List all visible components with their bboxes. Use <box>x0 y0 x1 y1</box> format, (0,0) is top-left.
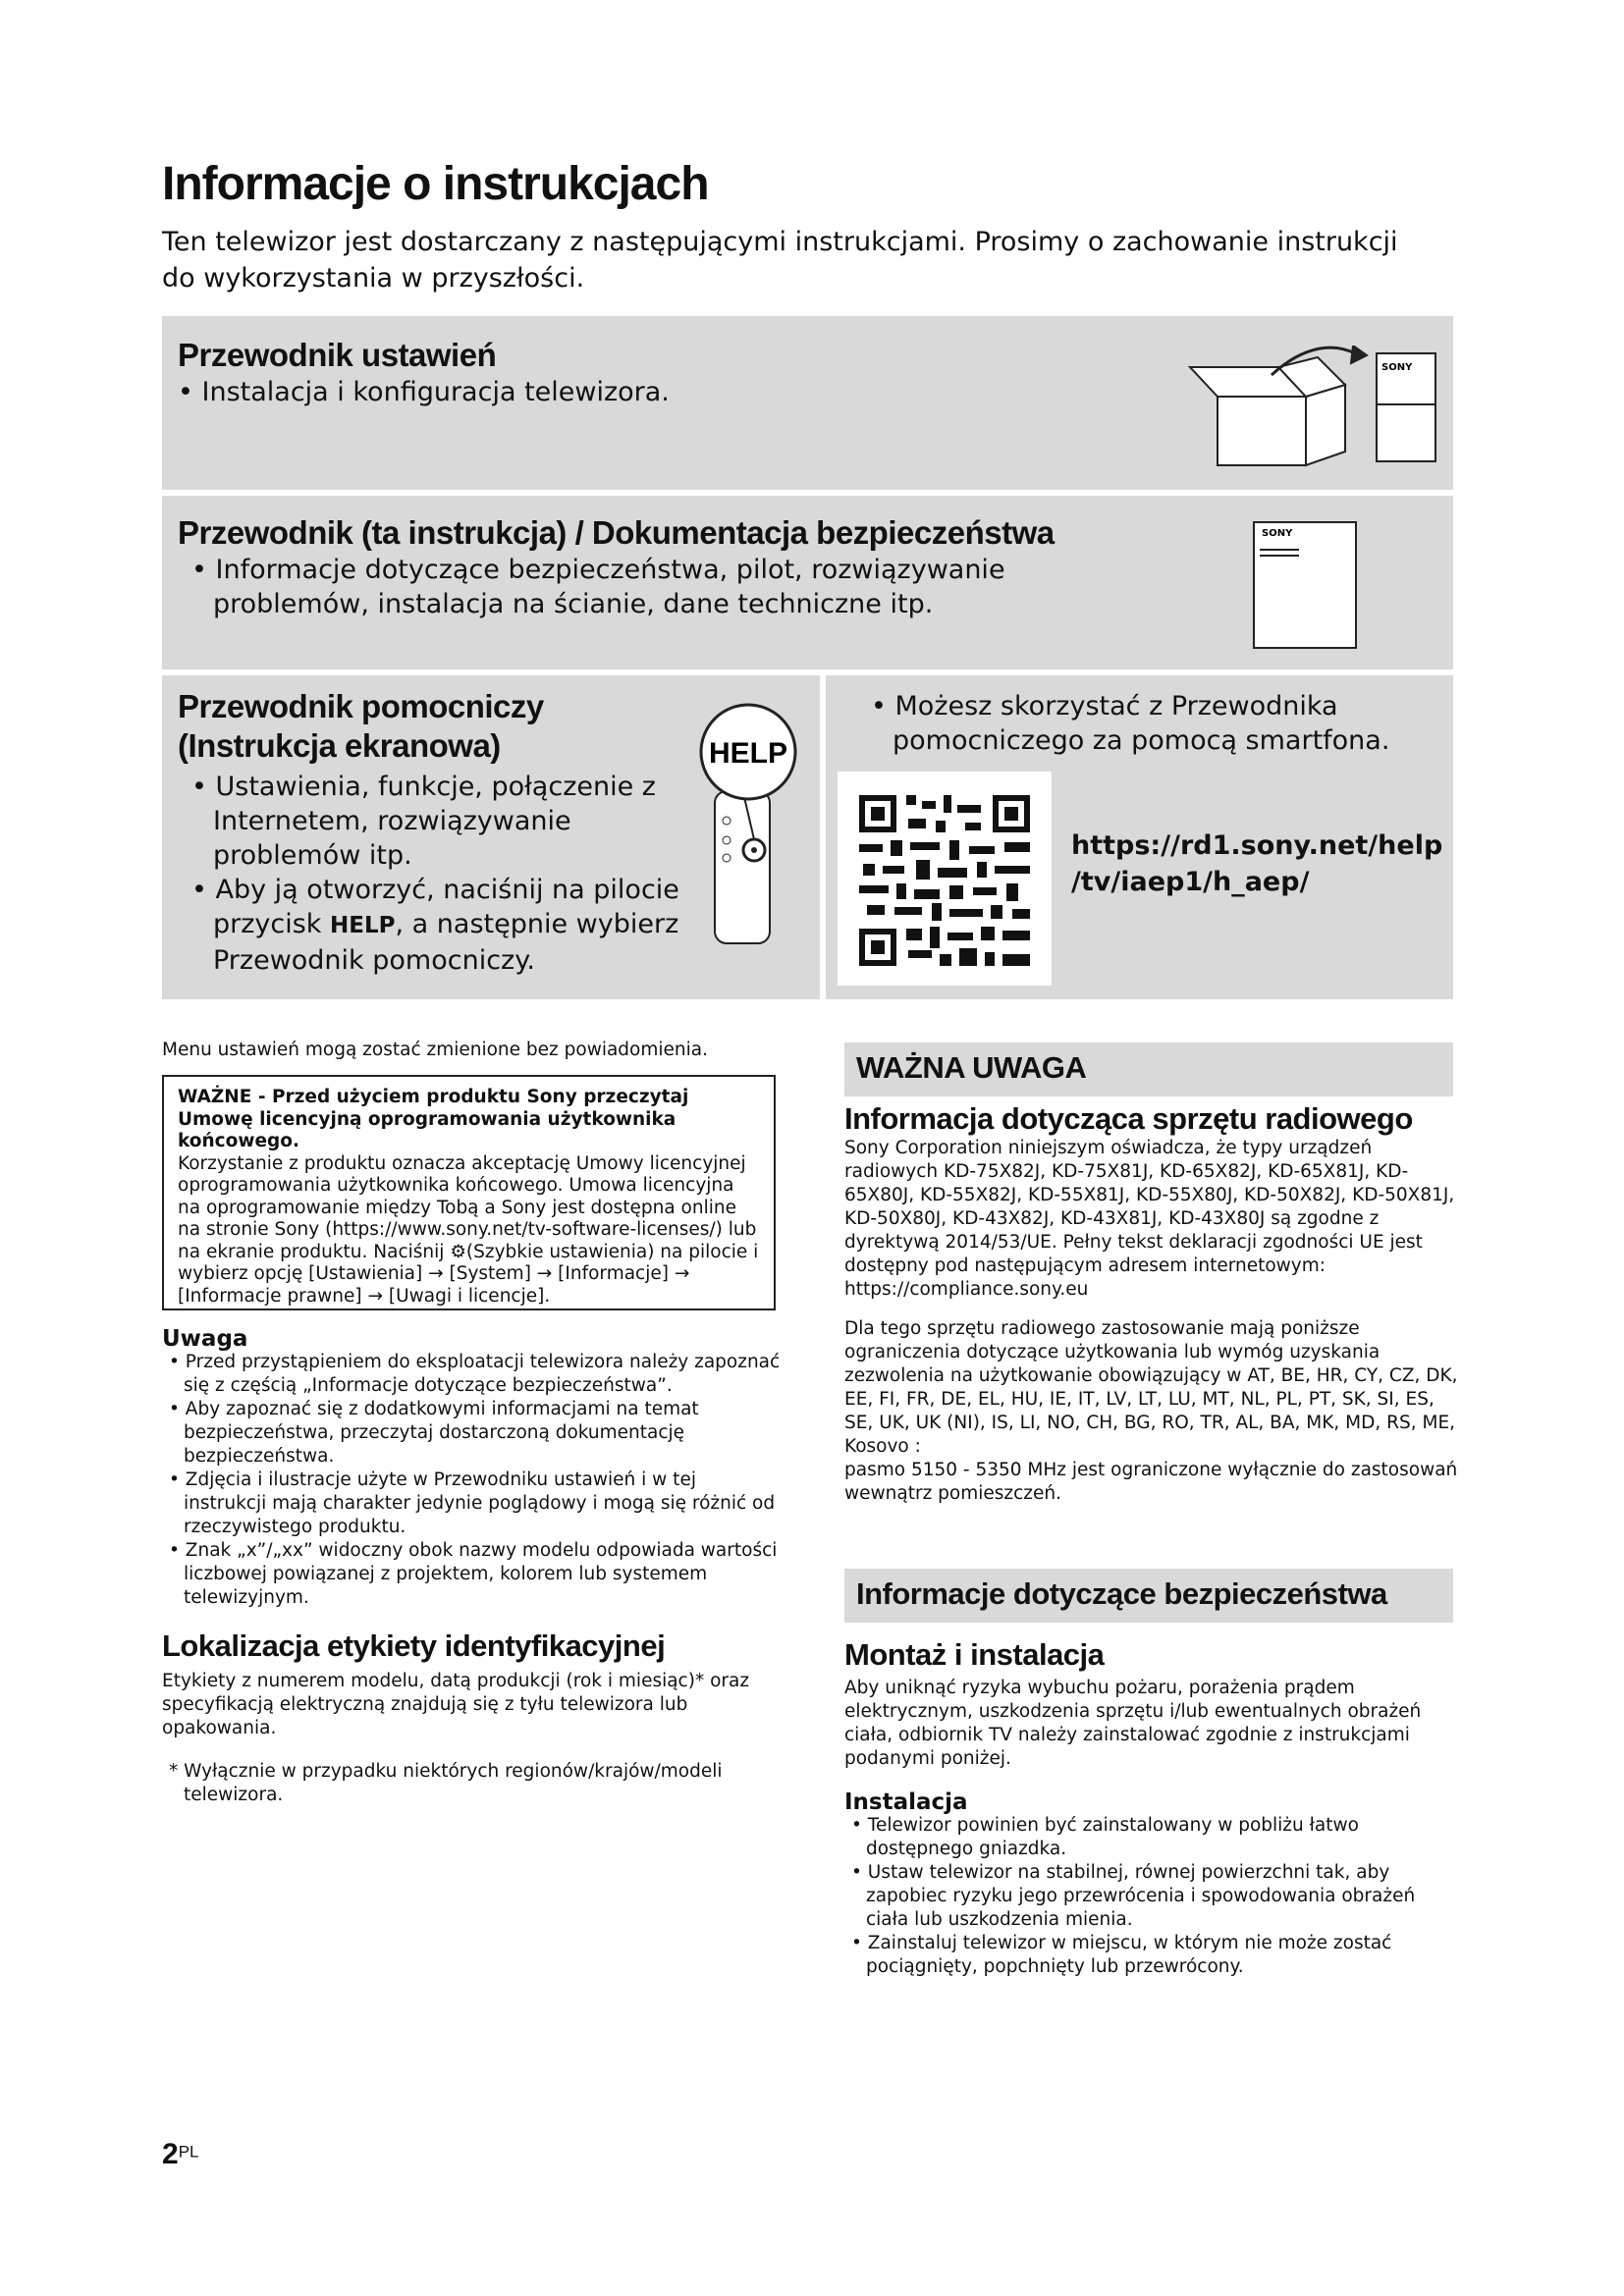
install-item-1: • Telewizor powinien być zainstalowany w pobliżu łatwo dostępnego gniazdka. <box>851 1815 1359 1859</box>
radio-paragraph-1: Sony Corporation niniejszym oświadcza, że typy urządzeń radiowych KD-75X82J, KD-75X81J, KD-65X82J, KD-65X81J, KD-65X80J, KD-55X82J, KD-55X81J, KD-55X80J, KD-50X82J, KD-50X81J, KD-50X80J, KD-43X82J, KD-43X81J, KD-43X80J są zgodne z dyrektywą 2014/53/UE. Pełny tekst deklaracji zgodności UE jest dostępny pod następującym adresem internetowym: https://compliance.sony.eu <box>844 1138 1455 1300</box>
uwaga-section <box>162 1327 781 1610</box>
safety-info-bar <box>844 1569 1453 1623</box>
safety-info-heading: Informacje dotyczące bezpieczeństwa <box>856 1576 1387 1611</box>
important-license-text-2: (Szybkie ustawienia) na pilocie i wybierz opcję [Ustawienia] → [System] → [Informacje] → [Informacje prawne] → [Uwagi i licencje]. <box>178 1241 759 1307</box>
quick-settings-icon: ⚙ <box>450 1241 466 1262</box>
label-section <box>162 1629 781 1807</box>
qr-code[interactable] <box>838 772 1052 986</box>
uwaga-item-2: • Aby zapoznać się z dodatkowymi informacjami na temat bezpieczeństwa, przeczytaj dostarczoną dokumentację bezpieczeństwa. <box>169 1399 699 1467</box>
important-license-text: Korzystanie z produktu oznacza akceptację Umowy licencyjnej oprogramowania użytkownika końcowego. Umowa licencyjna na oprogramowanie między Tobą a Sony jest dostępna online na stronie Sony (https://www.sony.net/tv-software-licenses/) lub na ekranie produktu. Naciśnij <box>178 1152 757 1262</box>
mount-title: Montaż i instalacja <box>844 1637 1105 1672</box>
reference-guide-bullet: • Informacje dotyczące bezpieczeństwa, pilot, rozwiązywanie problemów, instalacja na ścianie, dane techniczne itp. <box>191 555 1005 619</box>
label-footnote: * Wyłącznie w przypadku niektórych regionów/krajów/modeli telewizora. <box>169 1761 723 1805</box>
radio-paragraph-2: Dla tego sprzętu radiowego zastosowanie mają poniższe ograniczenia dotyczące użytkowania lub wymóg uzyskania zezwolenia na użytkowanie obowiązujący w AT, BE, HR, CY, CZ, DK, EE, FI, FR, DE, EL, HU, IE, IT, LV, LT, LU, MT, NL, PL, PT, SK, SI, ES, SE, UK, UK (NI), IS, LI, NO, CH, BG, RO, TR, AL, BA, MK, MD, RS, ME, Kosovo : <box>844 1318 1458 1457</box>
left-column <box>162 1039 790 1062</box>
important-notice-bar <box>844 1042 1453 1096</box>
intro-text: Ten telewizor jest dostarczany z następującymi instrukcjami. Prosimy o zachowanie instrukcji do wykorzystania w przyszłości. <box>162 227 1398 294</box>
page-title: Informacje o instrukcjach <box>162 158 709 210</box>
help-guide-bullet-2: • Aby ją otworzyć, naciśnij na pilocie przycisk HELP, a następnie wybierz Przewodnik pomocniczy. <box>191 875 679 976</box>
menu-notice: Menu ustawień mogą zostać zmienione bez powiadomienia. <box>162 1040 708 1060</box>
help-url-link[interactable]: https://rd1.sony.net/help/tv/iaep1/h_aep/ <box>1071 830 1443 897</box>
uwaga-item-4: • Znak „x”/„xx” widoczny obok nazwy modelu odpowiada wartości liczbowej powiązanej z projektem, kolorem lub systemem telewizyjnym. <box>169 1540 778 1608</box>
manual-booklet-illustration <box>1252 520 1360 653</box>
important-license-box <box>162 1075 776 1310</box>
install-title: Instalacja <box>844 1789 968 1815</box>
setup-guide-bullet: • Instalacja i konfiguracja telewizora. <box>178 377 670 407</box>
setup-illustration-brand: SONY <box>1381 362 1413 373</box>
reference-guide-title: Przewodnik (ta instrukcja) / Dokumentacja bezpieczeństwa <box>178 514 1055 551</box>
reference-guide-panel <box>162 496 1453 669</box>
mount-section <box>844 1637 1458 1979</box>
reference-illustration-brand: SONY <box>1262 528 1293 539</box>
radio-paragraph-3: pasmo 5150 - 5350 MHz jest ograniczone wyłącznie do zastosowań wewnątrz pomieszczeń. <box>844 1460 1458 1504</box>
page-number: $2^{PL}$ <box>162 2138 199 2170</box>
uwaga-item-3: • Zdjęcia i ilustracje użyte w Przewodniku ustawień i w tej instrukcji mają charakter jedynie poglądowy i mogą się różnić od rzeczywistego produktu. <box>169 1469 776 1537</box>
radio-section <box>844 1101 1458 1506</box>
help-guide-title: Przewodnik pomocniczy (Instrukcja ekranowa) <box>178 688 544 764</box>
help-guide-panel <box>162 675 820 999</box>
uwaga-item-1: • Przed przystąpieniem do eksploatacji telewizora należy zapoznać się z częścią „Informacje dotyczące bezpieczeństwa”. <box>169 1352 781 1396</box>
install-item-3: • Zainstaluj telewizor w miejscu, w którym nie może zostać pociągnięty, popchnięty lub przewrócony. <box>851 1933 1392 1977</box>
setup-guide-title: Przewodnik ustawień <box>178 337 497 373</box>
important-notice-heading: WAŻNA UWAGA <box>856 1050 1087 1085</box>
mount-text: Aby uniknąć ryzyka wybuchu pożaru, porażenia prądem elektrycznym, uszkodzenia sprzętu i/lub ewentualnych obrażeń ciała, odbiornik TV należy zainstalować zgodnie z instrukcjami podanymi poniżej. <box>844 1678 1422 1769</box>
label-text: Etykiety z numerem modelu, datą produkcji (rok i miesiąc)* oraz specyfikacją elektryczną znajdują się z tyłu telewizora lub opakowania. <box>162 1671 750 1738</box>
box-and-guide-illustration <box>1188 346 1443 473</box>
uwaga-title: Uwaga <box>162 1326 248 1352</box>
qr-code-graphic <box>838 772 1052 986</box>
important-license-heading: WAŻNE - Przed użyciem produktu Sony przeczytaj Umowę licencyjną oprogramowania użytkownika końcowego. <box>178 1087 689 1151</box>
smartphone-help-text: • Możesz skorzystać z Przewodnika pomocniczego za pomocą smartfona. <box>871 691 1390 756</box>
radio-title: Informacja dotycząca sprzętu radiowego <box>844 1101 1413 1136</box>
setup-guide-panel <box>162 316 1453 490</box>
label-title: Lokalizacja etykiety identyfikacyjnej <box>162 1629 666 1663</box>
smartphone-help-panel <box>826 675 1453 999</box>
help-badge-text: HELP <box>708 737 788 770</box>
help-guide-bullet-1: • Ustawienia, funkcje, połączenie z Internetem, rozwiązywanie problemów itp. <box>191 772 656 871</box>
remote-help-illustration <box>697 703 805 948</box>
install-item-2: • Ustaw telewizor na stabilnej, równej powierzchni tak, aby zapobiec ryzyku jego przewrócenia i spowodowania obrażeń ciała lub uszkodzenia mienia. <box>851 1862 1416 1930</box>
